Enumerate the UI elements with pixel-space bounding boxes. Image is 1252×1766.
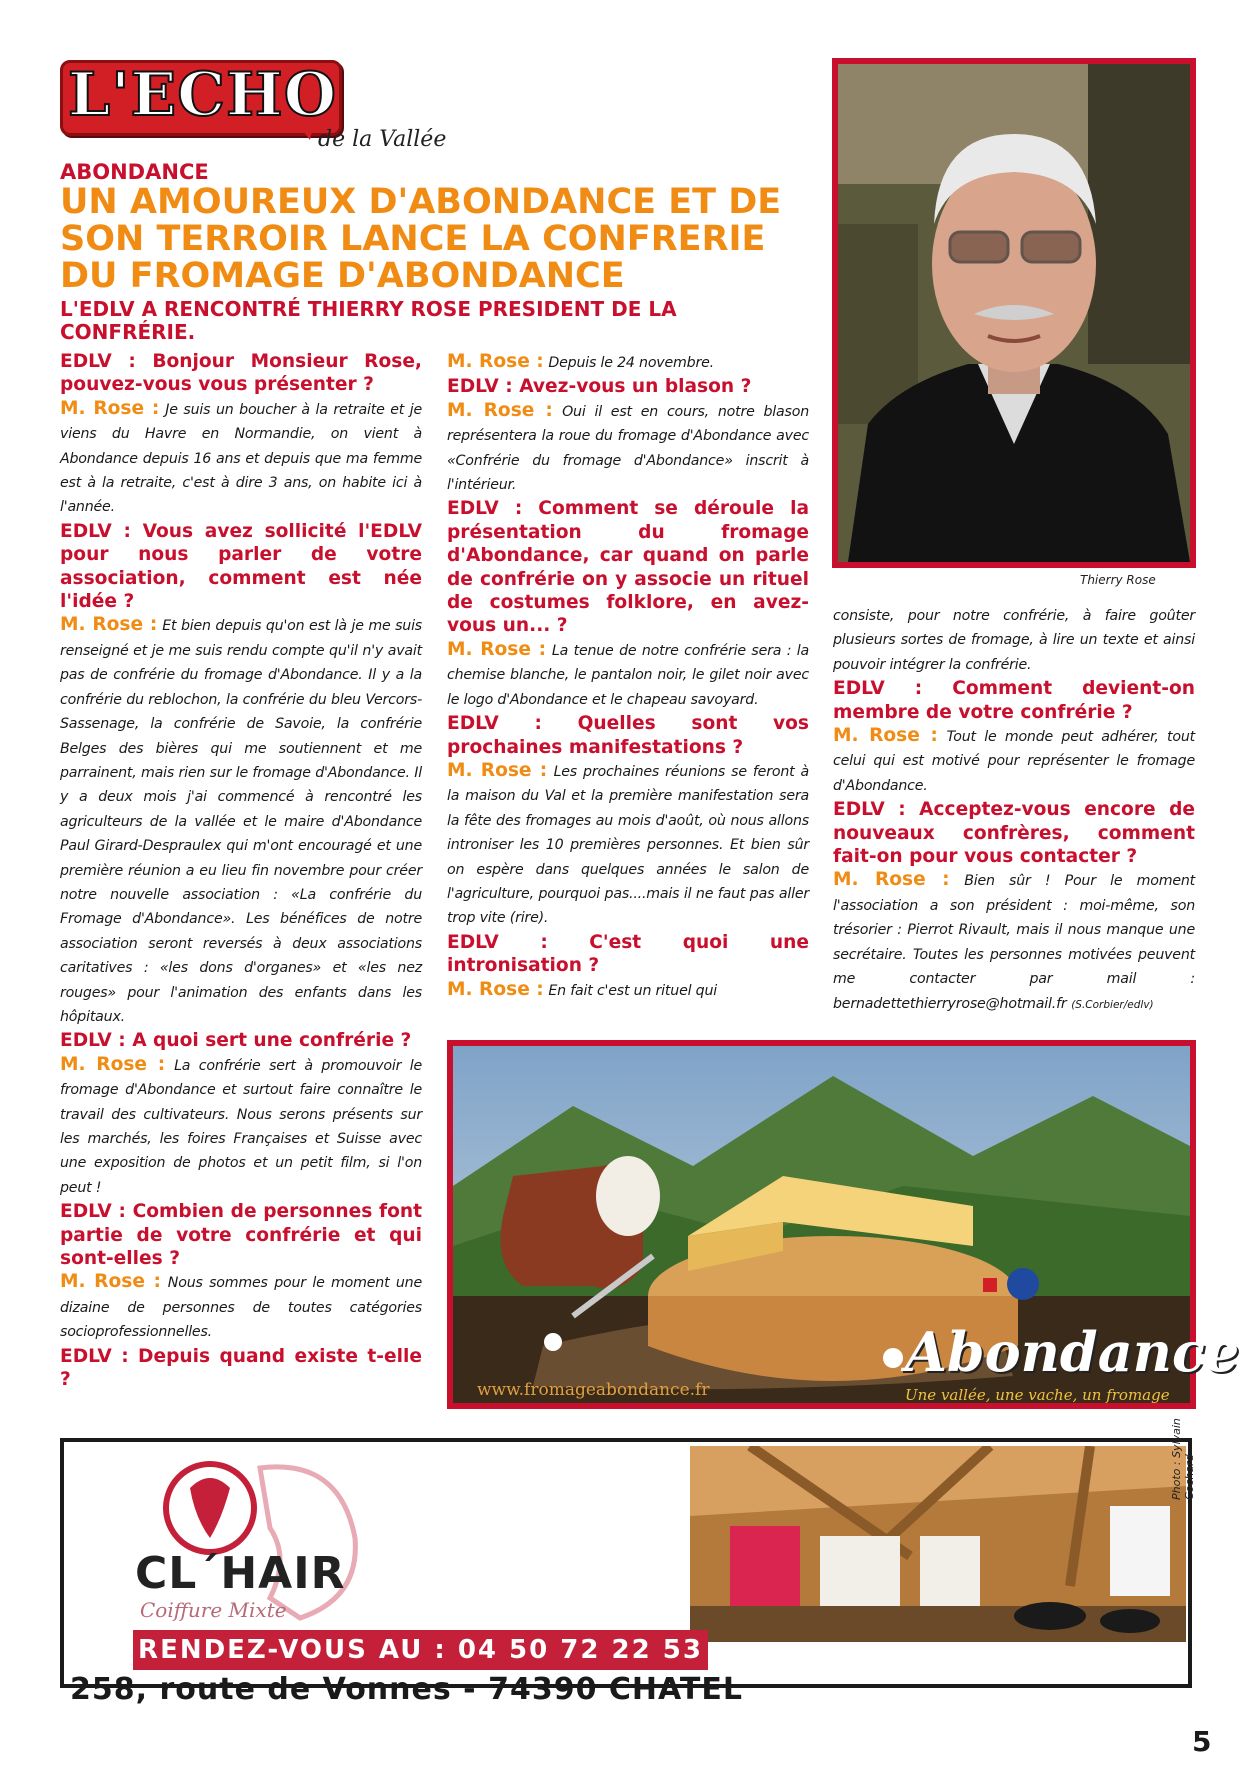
speaker-label: M. Rose :	[60, 614, 158, 636]
answer: Je suis un boucher à la retraite et je viens du Havre en Normandie, on vient à Abondance depuis 16 ans et depuis que ma femme est à la retraite, c'est à dire 3 ans, on habite ici à l'année.	[60, 401, 422, 516]
answer: Bien sûr ! Pour le moment l'association a son président : moi-même, son trésorier : Pierrot Rivault, mais il nous manque une secrétaire. Toutes les personnes motivées peuvent me contacter par mail : bernadettethierryrose@hotmail.fr	[833, 873, 1196, 1012]
question: EDLV : Acceptez-vous encore de nouveaux confrères, comment fait-on pour vous contacter ?	[833, 799, 1195, 868]
speaker-label: M. Rose :	[60, 397, 160, 419]
answer: La confrérie sert à promouvoir le fromage d'Abondance et surtout faire connaître le travail des cultivateurs. Nous serons présents sur les marchés, les foires Françaises et Suisse avec une exposition de photos et un petit film, si l'on peut !	[60, 1057, 423, 1196]
portrait-illustration	[838, 64, 1190, 562]
article-column-3	[833, 604, 1195, 1017]
salon-name: CL´HAIR	[135, 1548, 346, 1599]
question: EDLV : Quelles sont vos prochaines manifestations ?	[447, 713, 809, 758]
question: EDLV : Combien de personnes font partie de votre confrérie et qui sont-elles ?	[60, 1201, 422, 1270]
cheese-brand: Abondance	[905, 1320, 1240, 1384]
question: EDLV : Vous avez sollicité l'EDLV pour nous parler de votre association, comment est née l'idée ?	[60, 520, 422, 613]
speaker-label: M. Rose :	[447, 978, 544, 1000]
salon-interior-illustration	[690, 1446, 1186, 1642]
author-credit: (S.Corbier/edlv)	[1071, 998, 1154, 1011]
answer: La tenue de notre confrérie sera : la chemise blanche, le pantalon noir, le gilet noir avec le logo d'Abondance et le chapeau savoyard.	[447, 642, 809, 708]
logo-subtitle: de la Vallée	[318, 127, 447, 152]
logo-tail	[296, 122, 314, 140]
answer: Nous sommes pour le moment une dizaine de personnes de toutes catégories socioprofessionnelles.	[60, 1275, 423, 1341]
answer: Tout le monde peut adhérer, tout celui qui est motivé pour représenter le fromage d'Abondance.	[833, 729, 1196, 794]
portrait-photo	[838, 64, 1190, 562]
answer: Oui il est en cours, notre blason représentera la roue du fromage d'Abondance avec «Confrérie du fromage d'Abondance» inscrit à l'intérieur.	[447, 403, 809, 494]
answer: consiste, pour notre confrérie, à faire goûter plusieurs sortes de fromage, à lire un texte et ainsi pouvoir intégrer la confrérie.	[833, 608, 1195, 673]
speaker-label: M. Rose :	[447, 759, 548, 781]
speaker-label: M. Rose :	[60, 1271, 161, 1293]
speaker-label: M. Rose :	[833, 725, 938, 747]
question: EDLV : Comment se déroule la présentation du fromage d'Abondance, car quand on parle de confrérie on y associe un rituel de costumes folklore, en avez-vous un... ?	[447, 498, 809, 637]
question: EDLV : Bonjour Monsieur Rose, pouvez-vous vous présenter ?	[60, 351, 422, 396]
page-number: 5	[1192, 1725, 1212, 1758]
speaker-label: M. Rose :	[447, 351, 544, 372]
article-column-2	[447, 350, 809, 1003]
answer: Et bien depuis qu'on est là je me suis renseigné et je me suis rendu compte qu'il n'y avait pas de confrérie du fromage d'Abondance. Il y a la confrérie du reblochon, la confrérie du bleu Vercors-Sassenage, la confrérie de Savoie, la confrérie Belges des bières qui me soutiennent et me parrainent, mais rien sur le fromage d'Abondance. Il y a deux mois j'ai commencé à rencontré les agriculteurs de la vallée et le maire d'Abondance Paul Girard-Despraulex qui m'ont encouragé et une première réunion a eu lieu fin novembre pour créer notre nouvelle association : «La confrérie du Fromage d'Abondance». Les bénéfices de notre association seront reversés à deux associations caritatives : «les dons d'organes» et «les nez rouges» pour l'animation des enfants dans les hôpitaux.	[60, 618, 423, 1025]
speaker-label: M. Rose :	[447, 638, 547, 660]
answer: En fait c'est un rituel qui	[548, 982, 717, 999]
subheadline: L'EDLV A RENCONTRÉ THIERRY ROSE PRESIDENT DE LA CONFRÉRIE.	[60, 297, 677, 344]
photo-caption: Thierry Rose	[1080, 573, 1156, 587]
headline: UN AMOUREUX D'ABONDANCE ET DE SON TERROIR LANCE LA CONFRERIE DU FROMAGE D'ABONDANCE	[60, 182, 782, 296]
salon-interior-photo	[690, 1446, 1186, 1642]
question: EDLV : Avez-vous un blason ?	[447, 376, 752, 398]
question: EDLV : C'est quoi une intronisation ?	[447, 931, 809, 977]
salon-address: 258, route de Vonnes - 74390 CHATEL	[70, 1672, 743, 1707]
salon-subtitle: Coiffure Mixte	[140, 1598, 287, 1622]
speaker-label: M. Rose :	[60, 1053, 166, 1075]
logo: L'ECHO	[68, 60, 337, 130]
salon-phone-banner: RENDEZ-VOUS AU : 04 50 72 22 53	[133, 1630, 708, 1670]
cheese-tagline: Une vallée, une vache, un fromage	[905, 1386, 1170, 1404]
question: EDLV : Comment devient-on membre de votre confrérie ?	[833, 678, 1195, 723]
speaker-label: M. Rose :	[447, 399, 553, 421]
article-column-1	[60, 350, 422, 1391]
answer: Depuis le 24 novembre.	[548, 355, 714, 371]
speaker-label: M. Rose :	[833, 869, 950, 891]
section-label: ABONDANCE	[60, 160, 209, 184]
question: EDLV : Depuis quand existe t-elle ?	[60, 1345, 422, 1391]
question: EDLV : A quoi sert une confrérie ?	[60, 1030, 412, 1052]
salon-photo-credit: Photo : Sylvain Cochard	[1170, 1418, 1196, 1500]
cheese-website-link[interactable]: www.fromageabondance.fr	[477, 1380, 710, 1400]
answer: Les prochaines réunions se feront à la maison du Val et la première manifestation sera la fête des fromages au mois d'août, où nous allons introniser les 10 premières personnes. Et bien sûr on espère dans quelques années le salon de l'agriculture, pourquoi pas....mais il ne faut pas aller trop vite (rire).	[447, 763, 809, 927]
